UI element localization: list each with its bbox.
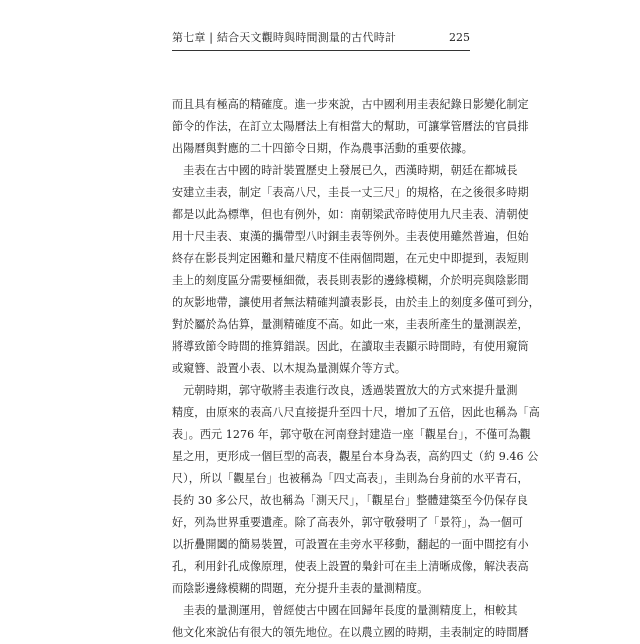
text-line: 以折疊開闔的簡易裝置，可設置在圭旁水平移動，翻起的一面中間挖有小 [172,538,529,551]
text-line: 尺），所以「觀星台」也被稱為「四丈高表」，圭則為台身前的水平青石， [172,472,529,485]
text-line: 或窺簪、設置小表、以木規為量測媒介等方式。 [172,362,407,375]
text-line: 用十尺圭表、東漢的攜帶型八吋銅圭表等例外。圭表使用雖然普遍，但始 [172,230,529,243]
text-line: 表」。西元 1276 年，郭守敬在河南登封建造一座「觀星台」，不僅可為觀 [172,428,531,441]
text-line: 而且具有極高的精確度。進一步來說，古中國利用圭表紀錄日影變化制定 [172,98,529,111]
text-line: 圭表在古中國的時計裝置歷史上發展已久，西漢時期，朝廷在都城長 [172,164,518,177]
text-line: 他文化來說佔有很大的領先地位。在以農立國的時期，圭表制定的時間曆 [172,626,529,639]
chapter-title: 第七章 | 結合天文觀時與時間測量的古代時計 [172,31,397,44]
text-line: 都是以此為標準，但也有例外，如：南朝梁武帝時使用九尺圭表、清朝使 [172,208,529,221]
text-line: 孔，利用針孔成像原理，使表上設置的梟針可在圭上清晰成像，解決表高 [172,560,529,573]
text-line: 圭表的量測運用，曾經使古中國在回歸年長度的量測精度上，相較其 [172,604,518,617]
text-line: 而陰影邊緣模糊的問題，充分提升圭表的量測精度。 [172,582,429,595]
text-line: 節令的作法，在訂立太陽曆法上有相當大的幫助，可讓掌管曆法的官員排 [172,120,529,133]
text-line: 安建立圭表，制定「表高八尺，圭長一丈三尺」的規格，在之後很多時期 [172,186,529,199]
text-line: 終存在影長判定困難和量尺精度不佳兩個問題，在元史中即提到，表短則 [172,252,529,265]
page-number: 225 [449,31,470,44]
text-line: 好，列為世界重要遺產。除了高表外，郭守敬發明了「景符」，為一個可 [172,516,524,529]
text-line: 將導致節令時間的推算錯誤。因此，在讀取圭表顯示時間時，有使用窺筒 [172,340,529,353]
text-line: 星之用，更形成一個巨型的高表，觀星台本身為表，高約四丈（約 9.46 公 [172,450,539,463]
text-line: 圭上的刻度區分需要極細微，表長則表影的邊緣模糊，介於明亮與陰影間 [172,274,529,287]
body-text [172,94,540,644]
text-line: 元朝時期，郭守敬將圭表進行改良，透過裝置放大的方式來提升量測 [172,384,518,397]
text-line: 長約 30 多公尺，故也稱為「測天尺」，「觀星台」整體建築至今仍保存良 [172,494,528,507]
running-header [172,30,470,51]
text-line: 精度，由原來的表高八尺直接提升至四十尺，增加了五倍，因此也稱為「高 [172,406,540,419]
text-line: 出陽曆與對應的二十四節令日期，作為農事活動的重要依據。 [172,142,473,155]
text-line: 對於屬於為估算，量測精確度不高。如此一來，圭表所產生的量測誤差， [172,318,529,331]
text-line: 的灰影地帶，讓使用者無法精確判讀表影長，由於圭上的刻度多僅可到分， [172,296,540,309]
